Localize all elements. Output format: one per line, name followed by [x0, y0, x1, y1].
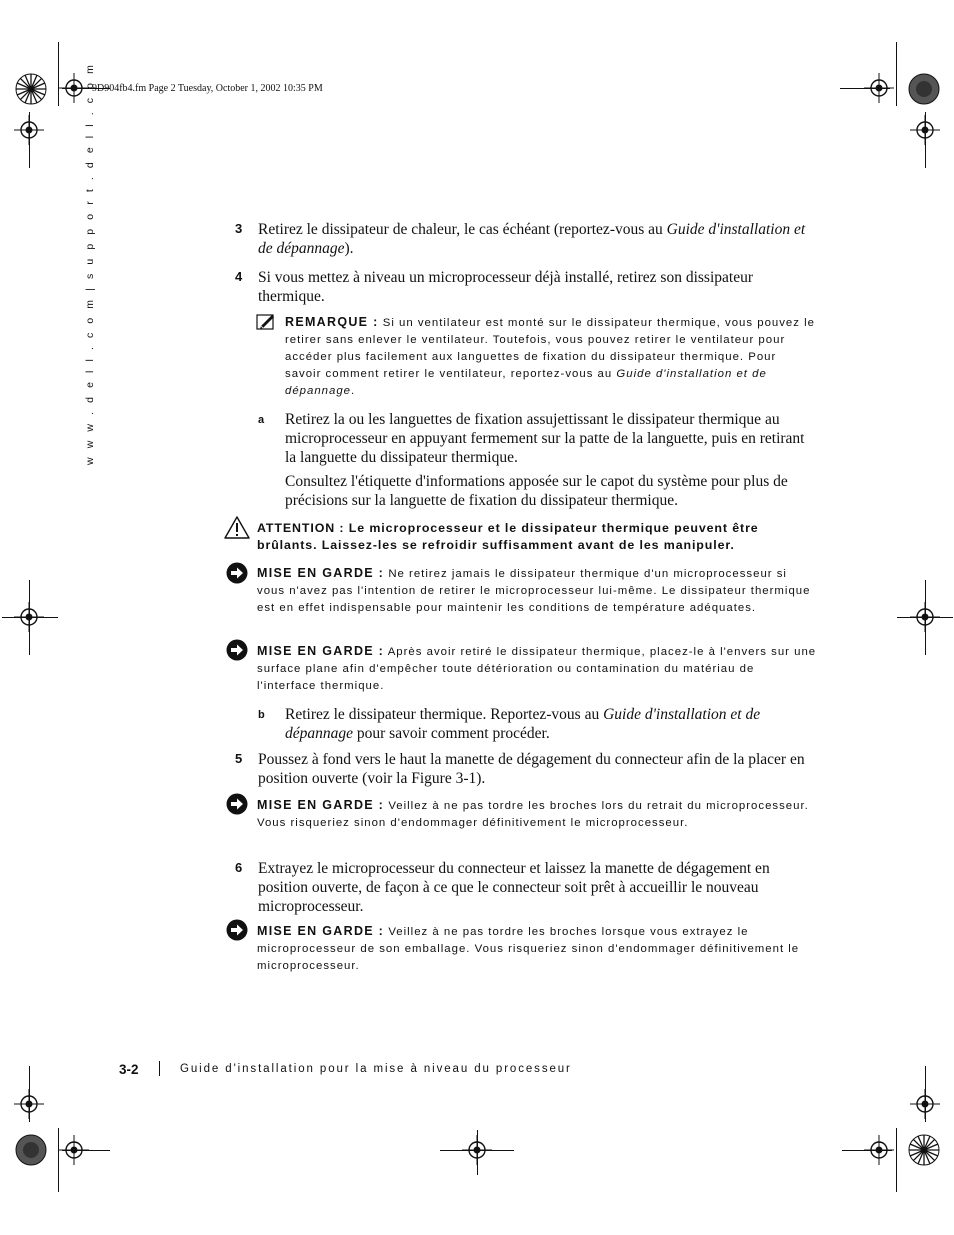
step-number: 3 [235, 221, 243, 236]
step-text: Retirez la ou les languettes de fixation assujettissant le dissipateur thermique au microprocesseur en appuyant fermement sur la patte de la languette, puis en retirant la languette du dissipateur thermique. [285, 411, 805, 466]
step-text: Retirez le dissipateur de chaleur, le cas échéant (reportez-vous au Guide d'installation et de dépannage). [258, 221, 806, 257]
caution-1: MISE EN GARDE : Ne retirez jamais le dissipateur thermique d'un microprocesseur si vous n'avez pas l'intention de retirer le microprocesseur lui-même. Le dissipateur thermique est en effet indispensable pour maintenir les conditions de température adéquates. [257, 566, 811, 614]
file-slug: 9D904fb4.fm Page 2 Tuesday, October 1, 2002 10:35 PM [92, 83, 323, 94]
sidebar-url: w w w . d e l l . c o m | s u p p o r t . d e l l . c o m [84, 62, 96, 465]
step-b [235, 705, 815, 743]
warning-triangle-icon [224, 516, 250, 544]
guide-reference: Guide d'installation et de dépannage [285, 706, 761, 742]
step-text-2: Consultez l'étiquette d'informations apposée sur le capot du système pour plus de précisions sur la languette de fixation du dissipateur thermique. [285, 473, 788, 509]
pencil-note-icon [256, 313, 276, 336]
crop-line [896, 42, 897, 106]
registration-mark-icon [462, 1135, 492, 1165]
step-4 [235, 268, 815, 306]
registration-mark-icon [14, 602, 44, 632]
caution-label: MISE EN GARDE : [257, 924, 385, 938]
registration-mark-icon [14, 115, 44, 145]
step-number: 6 [235, 860, 243, 875]
step-text: Retirez le dissipateur thermique. Reportez-vous au Guide d'installation et de dépannage pour savoir comment procéder. [285, 706, 761, 742]
step-a [235, 410, 815, 510]
arrow-circle-icon [226, 793, 248, 820]
step-5 [235, 750, 815, 788]
crop-line [896, 1128, 897, 1192]
page-number: 3-2 [119, 1062, 139, 1077]
footer-title: Guide d'installation pour la mise à niveau du processeur [180, 1063, 572, 1075]
arrow-circle-icon [226, 919, 248, 946]
step-letter: a [258, 414, 265, 426]
step-text: Extrayez le microprocesseur du connecteur et laissez la manette de dégagement en position ouverte, de façon à ce que le connecteur soit prêt à accueillir le nouveau microprocesseur. [258, 860, 770, 915]
registration-mark-icon [864, 1135, 894, 1165]
footer-divider [159, 1061, 160, 1076]
starburst-mark-icon [908, 1134, 940, 1171]
step-text: Poussez à fond vers le haut la manette de dégagement du connecteur afin de la placer en position ouverte (voir la Figure 3-1). [258, 751, 805, 787]
registration-mark-icon [910, 1089, 940, 1119]
step-number: 5 [235, 751, 243, 766]
registration-mark-icon [864, 73, 894, 103]
note-label: REMARQUE : [285, 315, 379, 329]
caution-3: MISE EN GARDE : Veillez à ne pas tordre les broches lors du retrait du microprocesseur. Vous risqueriez sinon d'endommager définitivement le microprocesseur. [257, 798, 809, 829]
step-6 [235, 859, 815, 916]
caution-label: MISE EN GARDE : [257, 798, 385, 812]
starburst-mark-icon [15, 73, 47, 110]
step-text: Si vous mettez à niveau un microprocesseur déjà installé, retirez son dissipateur thermique. [258, 269, 753, 305]
caution-4: MISE EN GARDE : Veillez à ne pas tordre les broches lorsque vous extrayez le microprocesseur de son emballage. Vous risqueriez sinon d'endommager définitivement le microprocesseur. [257, 924, 800, 972]
guide-reference: Guide d'installation et de dépannage [258, 221, 806, 257]
registration-mark-icon [910, 602, 940, 632]
step-3 [235, 220, 815, 258]
step-letter: b [258, 709, 265, 721]
starburst-mark-icon [908, 73, 940, 110]
note-remarque: REMARQUE : Si un ventilateur est monté sur le dissipateur thermique, vous pouvez le retirer sans enlever le ventilateur. Toutefois, vous pouvez retirer le ventilateur pour accéder plus facilement aux languettes de fixation du dissipateur thermique. Pour savoir comment retirer le ventilateur, reportez-vous au Guide d'installation et de dépannage. [285, 315, 815, 397]
registration-mark-icon [910, 115, 940, 145]
caution-label: MISE EN GARDE : [257, 566, 385, 580]
guide-reference: Guide d'installation et de dépannage [285, 368, 767, 397]
caution-label: MISE EN GARDE : [257, 644, 385, 658]
starburst-mark-icon [15, 1134, 47, 1171]
arrow-circle-icon [226, 562, 248, 589]
arrow-circle-icon [226, 639, 248, 666]
registration-mark-icon [59, 1135, 89, 1165]
registration-mark-icon [14, 1089, 44, 1119]
attention-warning: ATTENTION : Le microprocesseur et le dissipateur thermique peuvent être brûlants. Laissez-les se refroidir suffisamment avant de les manipuler. [257, 521, 759, 552]
step-number: 4 [235, 269, 243, 284]
caution-2: MISE EN GARDE : Après avoir retiré le dissipateur thermique, placez-le à l'envers sur une surface plane afin d'empêcher toute détérioration ou contamination du matériau de l'interface thermique. [257, 644, 817, 692]
